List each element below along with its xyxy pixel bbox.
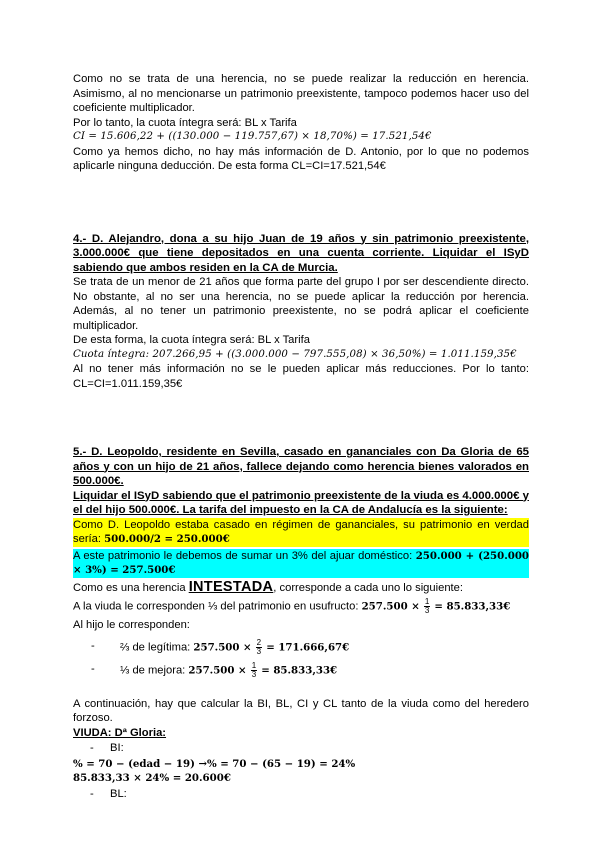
- list-item-bl: [73, 787, 529, 802]
- paragraph: Por lo tanto, la cuota íntegra será: BL x Tarifa: [73, 116, 297, 129]
- paragraph: Como ya hemos dicho, no hay más información de D. Antonio, por lo que no podemos aplicarle ninguna deducción. De esta forma CL=CI=17.521,54€: [73, 145, 529, 172]
- exercise-5-heading: 5.- D. Leopoldo, residente en Sevilla, casado en gananciales con Da Gloria de 65 años y con un hijo de 21 años, fallece dejando como herencia bienes valorados en 500.000€.: [73, 446, 529, 487]
- text: BI:: [110, 742, 124, 754]
- paragraph: A continuación, hay que calcular la BI, BL, CI y CL tanto de la viuda como del heredero forzoso.: [73, 697, 529, 724]
- formula-ci: CI = 15.606,22 + ((130.000 − 119.757,67) × 18,70%) = 17.521,54€: [73, 131, 432, 142]
- text: BL:: [110, 787, 127, 800]
- bullet-dash: -: [91, 639, 95, 652]
- bullet-dash: -: [91, 662, 95, 675]
- highlight-ajuar: [73, 549, 529, 578]
- formula-part: = 171.666,67€: [266, 640, 350, 653]
- formula-bi: 85.833,33 × 24% = 20.600€: [73, 772, 231, 784]
- highlight-text: Como D. Leopoldo estaba casado en régimen de gananciales, su patrimonio en verdad sería:: [73, 518, 529, 545]
- paragraph: Como no se trata de una herencia, no se puede realizar la reducción en herencia. Asimismo, al no mencionarse un patrimonio preexistente, tampoco podemos hacer uso del coeficiente multiplicador.: [73, 73, 529, 114]
- formula-ajuar: 250.000 + (250.000 × 3%) = 257.500€: [73, 549, 530, 576]
- text: Como es una herencia: [73, 581, 186, 594]
- fraction-one-third: $\frac{1}{3}$: [424, 597, 430, 615]
- formula-part: = 85.833,33€: [261, 663, 338, 676]
- exercise-5-subheading: Liquidar el ISyD sabiendo que el patrimonio preexistente de la viuda es 4.000.000€ y el del hijo 500.000€. La tarifa del impuesto en la CA de Andalucía es la siguiente:: [73, 489, 529, 516]
- viuda-share-line: [73, 598, 529, 615]
- formula-part: 257.500 ×: [193, 640, 252, 653]
- viuda-heading: VIUDA: Dª Gloria:: [73, 726, 167, 739]
- paragraph: Al no tener más información no se le pueden aplicar más reducciones. Por lo tanto: CL=CI=1.011.159,35€: [73, 363, 529, 390]
- formula-cuota-integra: Cuota íntegra: 207.266,95 + ((3.000.000 − 797.555,08) × 36,50%) = 1.011.159,35€: [73, 348, 517, 360]
- formula-part: 257.500 ×: [361, 600, 420, 613]
- document-page: [73, 72, 529, 802]
- list-item-mejora: [73, 662, 529, 679]
- text: , corresponde a cada uno lo siguiente:: [273, 581, 463, 594]
- fraction-one-third: $\frac{1}{3}$: [251, 660, 257, 679]
- formula-part: 257.500 ×: [188, 663, 247, 676]
- spacer: [73, 391, 529, 433]
- formula-part: = 85.833,33€: [434, 600, 511, 613]
- text: A la viuda le corresponden ⅓ del patrimonio en usufructo:: [73, 600, 359, 613]
- highlight-gananciales: [73, 518, 529, 547]
- spacer: [73, 174, 529, 216]
- paragraph: De esta forma, la cuota íntegra será: BL x Tarifa: [73, 334, 310, 346]
- fraction-two-thirds: $\frac{2}{3}$: [256, 637, 262, 656]
- formula-gananciales: 500.000/2 = 250.000€: [104, 533, 230, 545]
- intestada-emphasis: INTESTADA: [188, 578, 274, 595]
- hijo-share-line: Al hijo le corresponden:: [73, 619, 190, 631]
- formula-porcentaje: % = 70 − (edad − 19) →% = 70 − (65 − 19) = 24%: [73, 757, 356, 770]
- text: ⅓ de mejora:: [120, 663, 186, 676]
- highlight-text: A este patrimonio le debemos de sumar un 3% del ajuar doméstico:: [73, 549, 413, 562]
- text: ⅔ de legítima:: [120, 640, 191, 653]
- list-item-legitima: [73, 639, 529, 656]
- paragraph: Se trata de un menor de 21 años que forma parte del grupo I por ser descendiente directo. No obstante, al no ser una herencia, no se puede aplicar la reducción por herencia. Además, al no tener un patrimonio preexistente, no se podrá aplicar el coeficiente multiplicador.: [73, 276, 529, 332]
- exercise-4-heading: 4.- D. Alejandro, dona a su hijo Juan de 19 años y sin patrimonio preexistente, 3.000.000€ que tiene depositados en una cuenta corriente. Liquidar el ISyD sabiendo que ambos residen en la CA de Murcia.: [73, 232, 529, 274]
- bullet-dash: -: [90, 787, 94, 800]
- intestada-line: [73, 580, 529, 596]
- list-item-bi: [73, 741, 529, 756]
- spacer: [73, 683, 529, 697]
- bullet-dash: -: [90, 742, 94, 754]
